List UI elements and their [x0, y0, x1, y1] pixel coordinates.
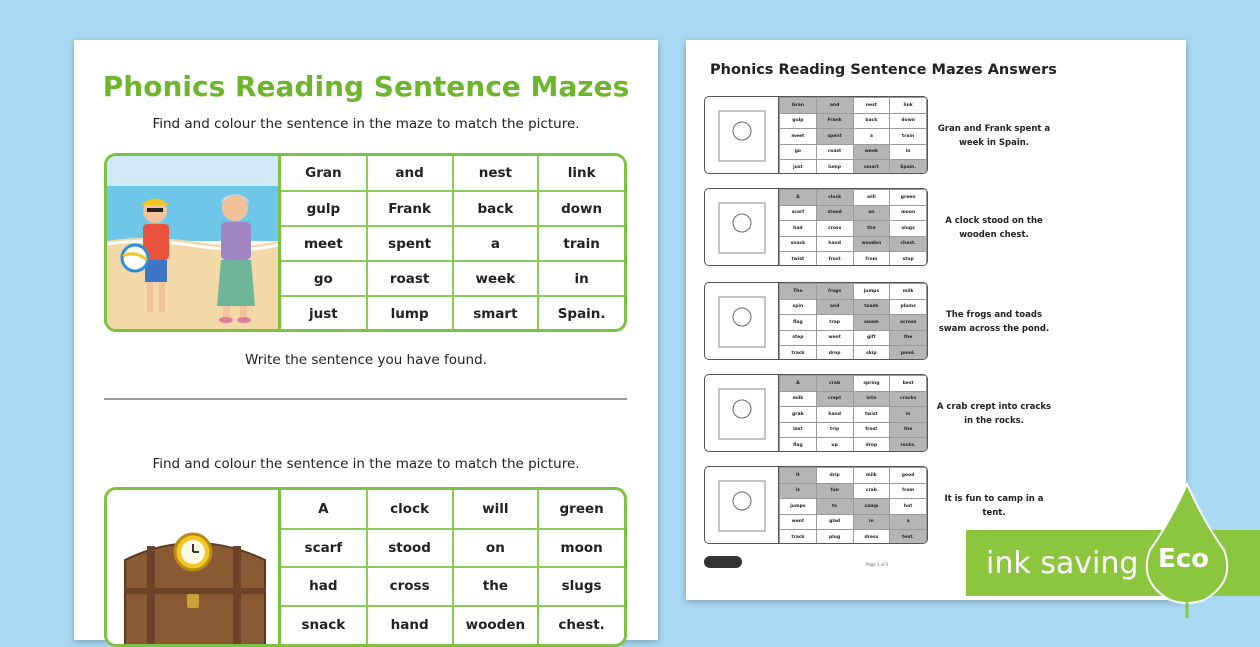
answer-word-cell: Gran	[780, 98, 817, 114]
answer-word-cell: twist	[780, 252, 817, 267]
answer-word-cell: the	[853, 221, 890, 237]
answer-word-cell: and	[816, 299, 853, 315]
answer-word-cell: smart	[853, 160, 890, 175]
answer-word-cell: drop	[816, 346, 853, 361]
worksheet-title: Phonics Reading Sentence Mazes	[102, 70, 630, 103]
answer-word-cell: good	[890, 468, 927, 484]
answer-word-cell: into	[853, 391, 890, 407]
answer-word-cell: to	[816, 499, 853, 515]
maze-word-cell[interactable]: will	[453, 490, 539, 529]
answer-word-cell: down	[890, 113, 927, 129]
answer-word-cell: gift	[853, 330, 890, 346]
maze-word-cell[interactable]: a	[453, 226, 539, 261]
answer-word-cell: from	[853, 252, 890, 267]
maze-row	[281, 567, 624, 606]
answer-word-cell: meet	[780, 129, 817, 145]
answer-word-cell: from	[890, 483, 927, 499]
answer-word-cell: back	[853, 113, 890, 129]
answer-word-cell: hand	[816, 236, 853, 252]
section-divider	[104, 398, 627, 400]
answer-word-cell: the	[890, 330, 927, 346]
answers-page	[686, 40, 1186, 600]
answer-word-cell: went	[816, 330, 853, 346]
maze-1-grid	[281, 156, 624, 331]
answer-word-cell: grab	[780, 407, 817, 423]
ink-saving-label: ink saving	[986, 545, 1139, 581]
answer-word-cell: camp	[853, 499, 890, 515]
answer-maze	[704, 282, 928, 360]
answer-sentence: Gran and Frank spent a week in Spain.	[937, 124, 1051, 148]
answer-word-cell: wooden	[853, 236, 890, 252]
answer-word-cell: will	[853, 190, 890, 206]
answer-word-cell: in	[890, 407, 927, 423]
answer-word-cell: milk	[780, 391, 817, 407]
maze-word-cell[interactable]: Gran	[281, 156, 367, 191]
maze-row	[281, 296, 624, 331]
maze-row	[281, 156, 624, 191]
answer-word-cell: glad	[816, 514, 853, 530]
answer-word-cell: best	[890, 376, 927, 392]
maze-word-cell[interactable]: had	[281, 567, 367, 606]
answer-grid	[779, 375, 927, 452]
maze-row	[281, 529, 624, 568]
maze-word-cell[interactable]: spent	[367, 226, 453, 261]
maze-word-cell[interactable]: and	[367, 156, 453, 191]
maze-word-cell[interactable]: meet	[281, 226, 367, 261]
answer-word-cell: drop	[853, 438, 890, 453]
answer-word-cell: spin	[780, 299, 817, 315]
answer-word-cell: hot	[890, 499, 927, 515]
maze-word-cell[interactable]: wooden	[453, 606, 539, 645]
maze-row	[281, 261, 624, 296]
answer-word-cell: fun	[816, 483, 853, 499]
maze-word-cell[interactable]: lump	[367, 296, 453, 331]
answer-word-cell: is	[780, 483, 817, 499]
maze-word-cell[interactable]: smart	[453, 296, 539, 331]
answer-word-cell: scarf	[780, 205, 817, 221]
answer-word-cell: a	[890, 514, 927, 530]
answer-word-cell: cracks	[890, 391, 927, 407]
maze-word-cell[interactable]: in	[538, 261, 624, 296]
answer-grid	[779, 283, 927, 360]
answer-word-cell: up	[816, 438, 853, 453]
treasure-chest-picture	[107, 490, 281, 644]
answer-word-cell: step	[780, 330, 817, 346]
answer-word-cell: pond.	[890, 346, 927, 361]
beach-picture	[107, 156, 281, 329]
answer-word-cell: The	[780, 284, 817, 300]
answer-word-cell: crab	[853, 483, 890, 499]
answer-word-cell: nest	[853, 98, 890, 114]
maze-row	[281, 490, 624, 529]
answer-grid	[779, 467, 927, 544]
answer-sentence: It is fun to camp in a tent.	[944, 494, 1044, 518]
answer-word-cell: moon	[890, 205, 927, 221]
worksheet-page	[74, 40, 658, 640]
answer-picture	[705, 467, 779, 543]
maze2-instruction: Find and colour the sentence in the maze to match the picture.	[152, 456, 580, 472]
answer-word-cell: swam	[853, 315, 890, 331]
answer-picture	[705, 97, 779, 173]
answer-word-cell: A	[780, 376, 817, 392]
answer-word-cell: jumps	[780, 499, 817, 515]
maze-word-cell[interactable]: link	[538, 156, 624, 191]
answer-word-cell: train	[890, 129, 927, 145]
page-number: Page 1 of 3	[866, 562, 889, 567]
maze-row	[281, 606, 624, 645]
answer-word-cell: in	[890, 144, 927, 160]
answer-word-cell: had	[780, 221, 817, 237]
answer-word-cell: slugs	[890, 221, 927, 237]
answer-grid	[779, 97, 927, 174]
answer-word-cell: clock	[816, 190, 853, 206]
answer-word-cell: milk	[853, 468, 890, 484]
answer-word-cell: Spain.	[890, 160, 927, 175]
answer-picture	[705, 189, 779, 265]
answer-word-cell: lump	[816, 160, 853, 175]
answer-word-cell: track	[780, 346, 817, 361]
answer-word-cell: stood	[816, 205, 853, 221]
maze-word-cell[interactable]: down	[538, 191, 624, 226]
maze-word-cell[interactable]: Spain.	[557, 306, 606, 322]
maze1-instruction: Find and colour the sentence in the maze to match the picture.	[152, 116, 580, 132]
maze-word-cell[interactable]: Frank	[367, 191, 453, 226]
answer-word-cell: frost	[853, 422, 890, 438]
answer-word-cell: in	[853, 514, 890, 530]
answer-word-cell: spent	[816, 129, 853, 145]
answer-word-cell: cross	[816, 221, 853, 237]
brand-logo	[704, 556, 742, 568]
maze-word-cell[interactable]: back	[453, 191, 539, 226]
answer-maze	[704, 374, 928, 452]
answer-word-cell: track	[780, 530, 817, 545]
answer-word-cell: chest.	[890, 236, 927, 252]
maze-word-cell[interactable]: cross	[367, 567, 453, 606]
answer-word-cell: flag	[780, 315, 817, 331]
maze-word-cell[interactable]: gulp	[281, 191, 367, 226]
answer-word-cell: flag	[780, 438, 817, 453]
answer-maze	[704, 466, 928, 544]
maze-word-cell[interactable]: roast	[367, 261, 453, 296]
maze-2	[104, 487, 627, 647]
answer-maze	[704, 96, 928, 174]
maze-word-cell[interactable]: hand	[367, 606, 453, 645]
answer-word-cell: across	[890, 315, 927, 331]
answer-word-cell: skip	[853, 346, 890, 361]
answer-word-cell: trip	[816, 422, 853, 438]
answer-grid	[779, 189, 927, 266]
answer-sentence: The frogs and toads swam across the pond.	[938, 310, 1050, 334]
answer-word-cell: week	[853, 144, 890, 160]
maze-word-cell[interactable]: moon	[538, 529, 624, 568]
answer-word-cell: frogs	[816, 284, 853, 300]
answer-word-cell: the	[890, 422, 927, 438]
answer-maze	[704, 188, 928, 266]
answer-word-cell: rocks.	[890, 438, 927, 453]
maze-word-cell[interactable]: slugs	[538, 567, 624, 606]
answer-word-cell: on	[853, 205, 890, 221]
answer-word-cell: spring	[853, 376, 890, 392]
answer-word-cell: jumps	[853, 284, 890, 300]
answer-word-cell: toads	[853, 299, 890, 315]
maze-word-cell[interactable]: chest.	[558, 617, 605, 634]
answer-word-cell: trap	[816, 315, 853, 331]
maze-word-cell[interactable]: just	[281, 296, 367, 331]
answer-word-cell: crept	[816, 391, 853, 407]
answer-word-cell: plums	[890, 299, 927, 315]
answer-picture	[705, 375, 779, 451]
answer-word-cell: link	[890, 98, 927, 114]
maze-word-cell[interactable]: go	[281, 261, 367, 296]
answer-word-cell: A	[780, 190, 817, 206]
answers-title: Phonics Reading Sentence Mazes Answers	[710, 62, 1057, 78]
answer-word-cell: roast	[816, 144, 853, 160]
maze-word-cell[interactable]: snack	[281, 606, 367, 645]
write-prompt: Write the sentence you have found.	[245, 352, 487, 368]
maze-2-grid	[281, 490, 624, 644]
answer-word-cell: milk	[890, 284, 927, 300]
maze-1	[104, 153, 627, 332]
answer-word-cell: go	[780, 144, 817, 160]
answer-word-cell: and	[816, 98, 853, 114]
answer-word-cell: gulp	[780, 113, 817, 129]
maze-row	[281, 226, 624, 261]
answer-word-cell: a	[853, 129, 890, 145]
maze-word-cell[interactable]: stood	[367, 529, 453, 568]
maze-word-cell[interactable]: nest	[453, 156, 539, 191]
answer-sentence: A crab crept into cracks in the rocks.	[936, 402, 1052, 426]
answer-word-cell: went	[780, 514, 817, 530]
answer-word-cell: frost	[816, 252, 853, 267]
answer-word-cell: twist	[853, 407, 890, 423]
answer-word-cell: It	[780, 468, 817, 484]
answer-word-cell: dress	[853, 530, 890, 545]
answer-word-cell: green	[890, 190, 927, 206]
maze-word-cell[interactable]: A	[281, 490, 367, 529]
answer-word-cell: lost	[780, 422, 817, 438]
answer-word-cell: crab	[816, 376, 853, 392]
maze-word-cell[interactable]: on	[453, 529, 539, 568]
answer-word-cell: tent.	[890, 530, 927, 545]
maze-word-cell[interactable]: the	[453, 567, 539, 606]
answer-word-cell: plug	[816, 530, 853, 545]
maze-row	[281, 191, 624, 226]
answer-word-cell: snack	[780, 236, 817, 252]
answer-word-cell: hand	[816, 407, 853, 423]
answer-word-cell: stop	[890, 252, 927, 267]
maze-word-cell[interactable]: clock	[367, 490, 453, 529]
answer-word-cell: Frank	[816, 113, 853, 129]
answer-sentence: A clock stood on the wooden chest.	[945, 216, 1043, 240]
answer-word-cell: drip	[816, 468, 853, 484]
answer-word-cell: just	[780, 160, 817, 175]
maze-word-cell[interactable]: scarf	[281, 529, 367, 568]
answer-picture	[705, 283, 779, 359]
maze-word-cell[interactable]: train	[538, 226, 624, 261]
eco-badge-text: Eco	[1158, 544, 1210, 574]
maze-word-cell[interactable]: green	[538, 490, 624, 529]
maze-word-cell[interactable]: week	[453, 261, 539, 296]
